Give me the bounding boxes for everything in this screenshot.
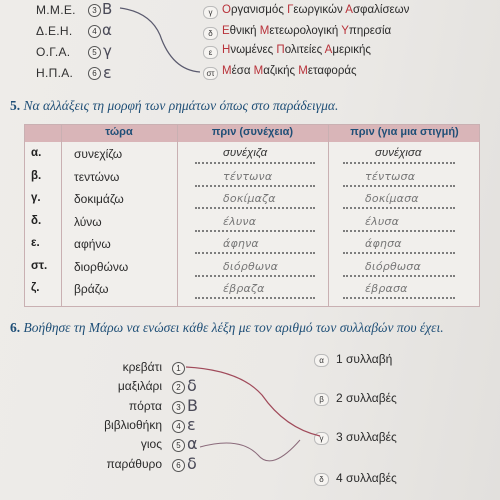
row-verb-now: τεντώνω bbox=[74, 169, 120, 184]
handwritten-answer: δ bbox=[187, 453, 197, 473]
handwritten-answer: Β bbox=[102, 0, 113, 18]
header-now: τώρα bbox=[105, 126, 133, 138]
exercise-6-title bbox=[10, 320, 444, 336]
answer-before-continuous: συνέχιζα bbox=[223, 147, 268, 159]
abbr-oga: Ο.Γ.Α. bbox=[36, 45, 71, 59]
column-divider bbox=[177, 125, 178, 306]
option-text-part: πηρεσία bbox=[348, 25, 392, 37]
row-letter: β. bbox=[31, 169, 42, 182]
syllable-option-letter: δ bbox=[314, 473, 329, 486]
row-verb-now: αφήνω bbox=[74, 237, 111, 251]
syllable-word: παράθυρο bbox=[106, 456, 162, 471]
syllable-option-letter: α bbox=[314, 354, 329, 367]
num-circle: 5 bbox=[88, 46, 101, 59]
row-letter: α. bbox=[31, 147, 42, 159]
syllable-word: κρεβάτι bbox=[122, 360, 162, 374]
option-text-part: Ο bbox=[222, 4, 231, 16]
exercise-number: 6. bbox=[10, 320, 21, 335]
answer-before-once: διόρθωσα bbox=[365, 259, 421, 273]
handwritten-answer: δ bbox=[187, 376, 197, 396]
exercise-number: 5. bbox=[10, 98, 21, 113]
answer-before-once: τέντωσα bbox=[365, 169, 416, 183]
option-text-part: εωργικών bbox=[293, 4, 346, 16]
row-verb-now: λύνω bbox=[74, 214, 102, 229]
num-circle: 1 bbox=[172, 362, 185, 375]
exercise-5-title bbox=[10, 98, 338, 114]
answer-before-continuous: τέντωνα bbox=[223, 169, 273, 183]
syllable-option-text: 3 συλλαβές bbox=[336, 430, 397, 444]
row-letter: ζ. bbox=[31, 282, 40, 294]
answer-before-once: συνέχισα bbox=[375, 147, 422, 159]
abbr-mme: Μ.Μ.Ε. bbox=[36, 3, 76, 17]
exercise-instruction: Βοήθησε τη Μάρω να ενώσει κάθε λέξη με τον αριθμό των συλλαβών που έχει. bbox=[23, 320, 444, 335]
pen-connector-lines bbox=[0, 340, 500, 500]
num-circle: 3 bbox=[88, 4, 101, 17]
syllable-word: βιβλιοθήκη bbox=[104, 417, 162, 432]
option-text-part: Μ bbox=[222, 65, 232, 77]
option-text-part: εταφοράς bbox=[307, 65, 357, 77]
option-text-part: ολιτείες bbox=[284, 44, 325, 56]
answer-before-continuous: έλυνα bbox=[223, 214, 257, 228]
row-verb-now: διορθώνω bbox=[74, 259, 129, 274]
option-text-part: ργανισμός bbox=[230, 4, 288, 16]
option-text-part: θνική bbox=[229, 25, 260, 37]
row-verb-now: δοκιμάζω bbox=[74, 192, 124, 206]
option-text-part: σφαλίσεων bbox=[352, 4, 410, 16]
option-text-part: νωμένες bbox=[230, 44, 277, 56]
option-text-part: μερικής bbox=[332, 44, 371, 56]
syllable-option-text: 1 συλλαβή bbox=[336, 352, 393, 366]
syllable-word: μαξιλάρι bbox=[117, 379, 162, 394]
option-text-part: Π bbox=[276, 44, 285, 56]
option-text-part: Μ bbox=[253, 65, 264, 77]
exercise-instruction: Να αλλάξεις τη μορφή των ρημάτων όπως στο παράδειγμα. bbox=[23, 98, 339, 113]
row-letter: ε. bbox=[31, 237, 40, 249]
option-letter: ε bbox=[203, 46, 218, 59]
pen-connector-lines bbox=[0, 0, 500, 100]
abbr-deh: Δ.Ε.Η. bbox=[36, 24, 73, 38]
num-circle: 6 bbox=[172, 459, 185, 472]
option-text-part: Ε bbox=[222, 25, 230, 37]
row-letter: στ. bbox=[31, 259, 48, 272]
option-text-part: Α bbox=[345, 4, 353, 16]
handwritten-answer: ε bbox=[103, 63, 112, 82]
option-text-part: Μ bbox=[298, 65, 308, 77]
header-before-once: πριν (για μια στιγμή) bbox=[350, 126, 459, 138]
answer-before-once: άφησα bbox=[365, 237, 402, 250]
column-divider bbox=[61, 125, 62, 306]
answer-before-continuous: διόρθωνα bbox=[223, 259, 279, 273]
answer-before-once: έλυσα bbox=[365, 214, 400, 228]
answer-before-continuous: έβραζα bbox=[223, 282, 265, 295]
option-letter: γ bbox=[203, 6, 218, 19]
option-text-part: Υ bbox=[341, 25, 349, 37]
num-circle: 5 bbox=[172, 439, 185, 452]
option-text-part: ετεωρολογική bbox=[269, 25, 342, 37]
row-verb-now: βράζω bbox=[74, 282, 109, 296]
answer-before-continuous: δοκίμαζα bbox=[223, 192, 276, 205]
header-before-continuous: πριν (συνέχεια) bbox=[211, 126, 294, 138]
answer-before-once: δοκίμασα bbox=[365, 192, 419, 205]
handwritten-answer: α bbox=[102, 21, 112, 39]
option-text-part: Η bbox=[222, 44, 231, 56]
syllable-word: πόρτα bbox=[128, 398, 162, 413]
num-circle: 2 bbox=[172, 381, 185, 394]
num-circle: 4 bbox=[172, 420, 185, 433]
num-circle: 6 bbox=[88, 67, 101, 80]
syllable-option-text: 4 συλλαβές bbox=[336, 471, 397, 485]
handwritten-answer: Β bbox=[187, 395, 198, 415]
option-letter: δ bbox=[203, 27, 218, 40]
abbr-hpa: Η.Π.Α. bbox=[36, 66, 74, 80]
column-divider bbox=[328, 125, 329, 306]
row-letter: δ. bbox=[31, 214, 42, 227]
option-text-part: Α bbox=[324, 44, 333, 56]
handwritten-answer: α bbox=[187, 434, 198, 454]
handwritten-answer: ε bbox=[187, 414, 196, 434]
option-letter: στ bbox=[203, 67, 218, 80]
option-text-part: Γ bbox=[287, 4, 294, 16]
answer-before-once: έβρασα bbox=[365, 282, 408, 295]
option-text-part: αζικής bbox=[263, 65, 299, 77]
answer-before-continuous: άφηνα bbox=[223, 237, 259, 250]
num-circle: 3 bbox=[172, 401, 185, 414]
verb-table bbox=[24, 124, 480, 307]
num-circle: 4 bbox=[88, 25, 101, 38]
syllable-option-text: 2 συλλαβές bbox=[336, 391, 397, 405]
syllable-word: γιος bbox=[140, 437, 162, 452]
syllable-option-letter: γ bbox=[314, 432, 329, 445]
row-verb-now: συνεχίζω bbox=[74, 147, 123, 161]
syllable-option-letter: β bbox=[314, 393, 329, 406]
option-text-part: έσα bbox=[231, 65, 254, 77]
handwritten-answer: γ bbox=[103, 42, 112, 60]
row-letter: γ. bbox=[31, 192, 41, 204]
option-text-part: Μ bbox=[259, 25, 270, 37]
